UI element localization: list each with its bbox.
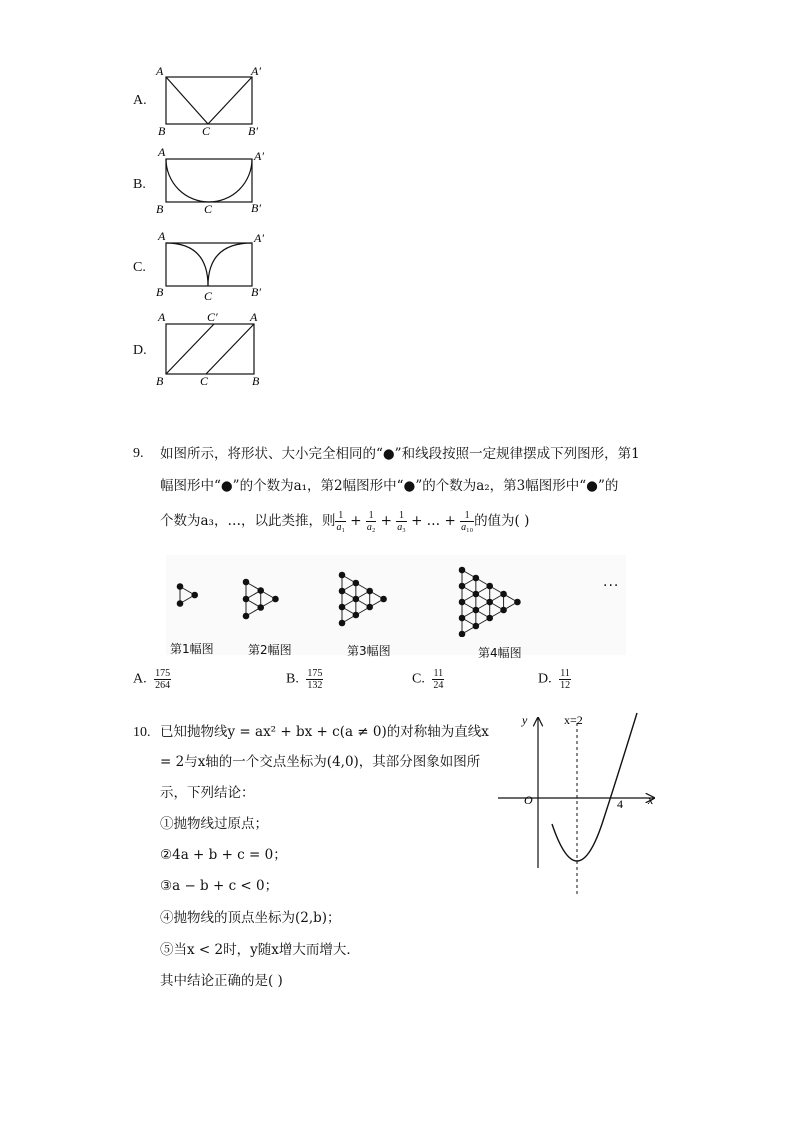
pattern-dot xyxy=(486,615,493,622)
q10-item-2: ②4a + b + c = 0； xyxy=(160,847,287,863)
q8-option-c-label: C. xyxy=(133,260,146,275)
root-label: 4 xyxy=(617,797,623,811)
pattern-dot xyxy=(459,599,466,606)
pattern-dot xyxy=(339,572,346,579)
pattern-dot xyxy=(500,607,507,614)
q9-line-3 xyxy=(160,510,529,533)
pt-b-prime: B′ xyxy=(248,124,258,138)
q9-choice-d-label: D. xyxy=(538,671,552,687)
x-axis-label: x xyxy=(648,793,654,807)
pattern-dot xyxy=(177,600,184,607)
svg-text:A: A xyxy=(158,145,166,159)
pt-c: C xyxy=(202,124,211,138)
pattern-dot xyxy=(473,623,480,630)
q9-figure-1 xyxy=(177,583,198,607)
pattern-dot xyxy=(353,612,360,619)
q10-item-5: ⑤当x < 2时，y随x增大而增大． xyxy=(160,942,360,958)
pattern-dot xyxy=(366,604,373,611)
q9-choice-b[interactable]: B. $\frac{175}{132}$ xyxy=(286,668,323,691)
pattern-dot xyxy=(459,631,466,637)
q8-option-d-figure xyxy=(150,308,270,390)
q9-caption-1: 第1幅图 xyxy=(170,642,214,656)
q8-option-b-label: B. xyxy=(133,177,146,192)
svg-text:A′: A′ xyxy=(254,231,264,245)
q10-item-3: ③a − b + c < 0； xyxy=(160,878,279,894)
svg-text:B: B xyxy=(156,202,164,216)
origin-label: O xyxy=(524,793,533,807)
q9-figure-4 xyxy=(459,567,521,637)
symmetry-label: x=2 xyxy=(564,713,583,727)
svg-text:A: A xyxy=(158,310,166,324)
svg-text:B: B xyxy=(252,374,260,388)
q9-pattern-figures xyxy=(166,555,626,637)
q10-line-3: 示，下列结论： xyxy=(160,785,255,801)
pattern-dot xyxy=(500,591,507,598)
q9-caption-2: 第2幅图 xyxy=(248,643,292,657)
parabola-curve xyxy=(552,713,637,861)
pattern-dot xyxy=(257,587,264,594)
q9-caption-4: 第4幅图 xyxy=(478,646,522,660)
y-axis-label: y xyxy=(522,713,528,727)
pattern-dot xyxy=(486,583,493,590)
svg-text:A: A xyxy=(250,310,258,324)
q8-option-c-figure xyxy=(150,228,270,306)
svg-text:A′: A′ xyxy=(254,149,264,163)
q9-choice-c-label: C. xyxy=(412,671,425,687)
pattern-dot xyxy=(339,620,346,627)
svg-text:C: C xyxy=(204,202,213,216)
q10-line-1: 已知抛物线y = ax² + bx + c(a ≠ 0)的对称轴为直线x xyxy=(160,724,489,740)
pattern-dot xyxy=(459,615,466,622)
pattern-dot xyxy=(473,575,480,582)
q8-option-a-label: A. xyxy=(133,93,147,108)
q10-item-4: ④抛物线的顶点坐标为(2,b)； xyxy=(160,910,341,926)
svg-text:A: A xyxy=(158,229,166,243)
svg-text:C′: C′ xyxy=(207,310,218,324)
svg-text:B: B xyxy=(156,374,164,388)
pattern-dot xyxy=(473,607,480,614)
q9-caption-3: 第3幅图 xyxy=(347,644,391,658)
pattern-dot xyxy=(191,592,198,599)
pattern-dot xyxy=(353,596,360,603)
svg-text:B: B xyxy=(156,285,164,299)
pattern-dot xyxy=(243,596,250,603)
q9-line-2: 幅图形中“●”的个数为a₁，第2幅图形中“●”的个数为a₂，第3幅图形中“●”的 xyxy=(160,478,619,494)
pattern-dot xyxy=(257,604,264,611)
svg-text:B′: B′ xyxy=(251,285,261,299)
q9-number: 9. xyxy=(133,446,144,461)
q9-line-3-tail: 的值为( ) xyxy=(474,513,530,529)
q8-option-d-label: D. xyxy=(133,343,147,358)
pattern-dot xyxy=(243,579,250,586)
q10-closing: 其中结论正确的是( ) xyxy=(160,973,283,989)
q9-choice-c[interactable]: C. $\frac{11}{24}$ xyxy=(412,668,444,691)
q9-sum-expression: $\frac{1}{\text{a₁}}$ + $\frac{1}{\text{a₂}}$ + $\frac{1}{\text{a₃}}$ + … + $\frac{1}{\text{a₁₀}}$ xyxy=(336,510,474,533)
pt-b: B xyxy=(158,124,166,138)
q9-figure-3 xyxy=(339,572,387,627)
q9-ellipsis: ··· xyxy=(603,578,620,594)
pattern-dot xyxy=(486,599,493,606)
q10-line-2: = 2与x轴的一个交点坐标为(4,0)，其部分图象如图所 xyxy=(160,754,481,770)
pattern-dot xyxy=(177,583,184,590)
pt-a-prime: A′ xyxy=(251,64,261,78)
pattern-dot xyxy=(473,591,480,598)
pattern-dot xyxy=(459,583,466,590)
pattern-dot xyxy=(459,567,466,574)
pt-a: A xyxy=(156,64,164,78)
q9-choice-d[interactable]: D. $\frac{11}{12}$ xyxy=(538,668,571,691)
pattern-dot xyxy=(339,604,346,611)
pattern-dot xyxy=(243,613,250,620)
q9-figure-2 xyxy=(243,579,279,620)
pattern-dot xyxy=(272,596,279,603)
q10-number: 10. xyxy=(133,725,151,740)
pattern-dot xyxy=(514,599,521,606)
svg-text:B′: B′ xyxy=(251,201,261,215)
q9-choice-b-label: B. xyxy=(286,671,299,687)
pattern-dot xyxy=(366,588,373,595)
pattern-dot xyxy=(339,588,346,595)
q10-parabola-graph xyxy=(496,708,666,898)
q9-choice-a[interactable]: A. $\frac{175}{264}$ xyxy=(133,668,171,691)
svg-text:C: C xyxy=(200,374,209,388)
q10-item-1: ①抛物线过原点； xyxy=(160,816,268,832)
q9-line-1: 如图所示，将形状、大小完全相同的“●”和线段按照一定规律摆成下列图形，第1 xyxy=(160,446,640,462)
pattern-dot xyxy=(353,580,360,587)
pattern-dot xyxy=(380,596,387,603)
q9-line-3-text: 个数为a₃，…，以此类推，则 xyxy=(160,513,336,529)
q9-choice-a-label: A. xyxy=(133,671,147,687)
q8-option-a-figure xyxy=(150,62,270,140)
svg-text:C: C xyxy=(204,289,213,303)
q8-option-b-figure xyxy=(150,145,270,223)
